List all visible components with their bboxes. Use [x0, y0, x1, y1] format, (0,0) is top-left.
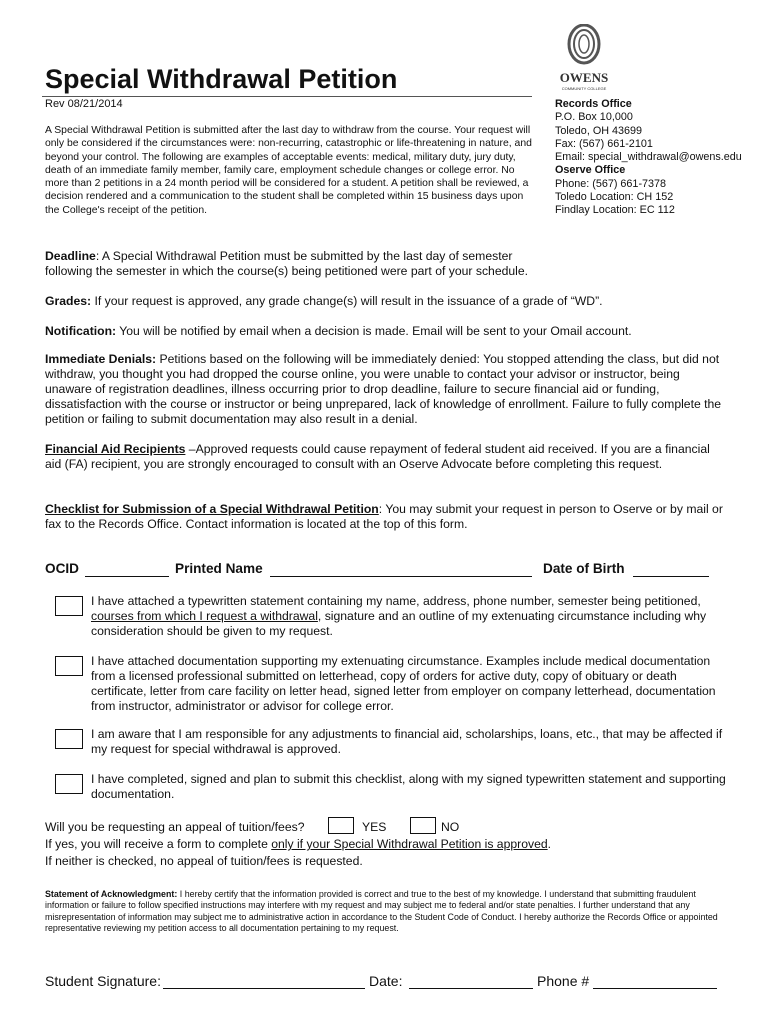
title-divider [42, 96, 532, 97]
records-email: Email: special_withdrawal@owens.edu [555, 151, 742, 164]
checklist-item-3: I am aware that I am responsible for any adjustments to financial aid, scholarships, loans, etc., that may be affected if my request for special withdrawal is approved. [91, 727, 723, 756]
student-signature-label: Student Signature: [45, 973, 161, 989]
deadline-text: : A Special Withdrawal Petition must be submitted by the last day of semester following the semester in which the course(s) being petitioned were part of your schedule. [45, 249, 529, 278]
revision-date: Rev 08/21/2014 [45, 98, 123, 110]
financial-aid-paragraph [45, 442, 725, 472]
records-po-box: P.O. Box 10,000 [555, 111, 633, 124]
grades-text: If your request is approved, any grade change(s) will result in the issuance of a grade of “WD”. [91, 294, 603, 308]
printed-name-field[interactable] [270, 576, 532, 577]
oserve-office-heading: Oserve Office [555, 164, 626, 177]
notification-label: Notification: [45, 324, 117, 338]
appeal-no-checkbox[interactable] [410, 817, 436, 834]
ocid-field[interactable] [85, 576, 169, 577]
immediate-denials-paragraph [45, 352, 725, 427]
appeal-yes-label: YES [362, 820, 387, 834]
checklist-checkbox-4[interactable] [55, 774, 83, 794]
checklist-intro-paragraph [45, 502, 725, 532]
owens-o-logo-icon [553, 24, 615, 96]
finaid-label: Financial Aid Recipients [45, 442, 186, 456]
dob-field[interactable] [633, 576, 709, 577]
checklist-item-2: I have attached documentation supporting my extenuating circumstance. Examples include medical documentation from a licensed professional submitted on letterhead, copy of orders for active duty, copy of obituary or death certificate, letter from care facility on letter head, signed letter from employer on company letterhead, documentation from instructor, administrator or advisor for college error. [91, 654, 716, 713]
page-title: Special Withdrawal Petition [45, 64, 398, 94]
checklist-text: : You may submit your request in person to Oserve or by mail or fax to the Records Office. Contact information is located at the top of this form. [45, 502, 723, 531]
checklist-checkbox-2[interactable] [55, 656, 83, 676]
phone-field[interactable] [593, 988, 717, 989]
appeal-line-2: If yes, you will receive a form to complete only if your Special Withdrawal Petition is approved. [45, 837, 552, 851]
records-fax: Fax: (567) 661-2101 [555, 137, 653, 150]
notification-paragraph [45, 324, 725, 339]
checklist-item-4: I have completed, signed and plan to submit this checklist, along with my signed typewritten statement and supporting documentation. [91, 772, 726, 801]
date-field[interactable] [409, 988, 533, 989]
checklist-label: Checklist for Submission of a Special Withdrawal Petition [45, 502, 379, 516]
grades-paragraph [45, 294, 725, 309]
contact-block [555, 98, 742, 218]
denials-label: Immediate Denials: [45, 352, 157, 366]
oserve-toledo-location: Toledo Location: CH 152 [555, 191, 674, 204]
intro-paragraph: A Special Withdrawal Petition is submitted after the last day to withdraw from the course. Your request will only be considered if the circumstances were: non-recurring, catastrophic or life-threatening in nature, and beyond your control. The following are examples of acceptable events: medical, military duty, jury duty, death of an immediate family member, family care, employment schedule changes or college error. No more than 2 petitions in a 24 month period will be considered for a student. A petition shall be reviewed, a decision rendered and a communication to the student shall be completed within 15 business days upon the College's receipt of the petition. [45, 125, 532, 216]
acknowledgment-label: Statement of Acknowledgment: [45, 889, 178, 899]
student-signature-field[interactable] [163, 988, 365, 989]
appeal-line-3: If neither is checked, no appeal of tuition/fees is requested. [45, 854, 363, 868]
denials-text: Petitions based on the following will be immediately denied: You stopped attending the class, but did not withdraw, you thought you had dropped the course online, you were unable to contact your advisor or instructor, being unaware of registration deadlines, illness occurring prior to drop deadline, failure to secure financial aid or funding, dissatisfaction with the course or instructor or being unprepared, lack of knowledge of enrollment. Failure to fully complete the petition or failing to submit documentation may also result in a denial. [45, 352, 722, 426]
deadline-label: Deadline [45, 249, 96, 263]
appeal-no-label: NO [441, 820, 460, 834]
logo-subtitle: COMMUNITY COLLEGE [561, 86, 607, 91]
deadline-paragraph [45, 249, 545, 279]
checklist-checkbox-1[interactable] [55, 596, 83, 616]
checklist-item-1: I have attached a typewritten statement containing my name, address, phone number, semester being petitioned, courses from which I request a withdrawal, signature and an outline of my extenuating circumstance including why consideration should be given to my request. [91, 594, 707, 638]
dob-label: Date of Birth [543, 561, 625, 576]
logo-wordmark: OWENS [559, 70, 609, 85]
ocid-label: OCID [45, 561, 79, 576]
date-label: Date: [369, 973, 403, 989]
notification-text: You will be notified by email when a decision is made. Email will be sent to your Omail account. [116, 324, 632, 338]
appeal-question: Will you be requesting an appeal of tuition/fees? [45, 820, 305, 834]
appeal-yes-checkbox[interactable] [328, 817, 354, 834]
checklist-checkbox-3[interactable] [55, 729, 83, 749]
owens-logo [553, 24, 615, 96]
oserve-phone: Phone: (567) 661-7378 [555, 177, 667, 190]
records-office-heading: Records Office [555, 98, 632, 110]
oserve-findlay-location: Findlay Location: EC 112 [555, 204, 675, 217]
acknowledgment-text: I hereby certify that the information provided is correct and true to the best of my knowledge. I understand that submitting fraudulent information or failure to follow specified instructions may interfere with my request and may subject me to federal and/or state penalties. I further understand that any misrepresentation of information may subject me to administrative action in accordance to the Student Code of Conduct. I hereby authorize the Records Office or appointed representative reviewing my petition access to all documentation pertaining to my request. [45, 889, 718, 934]
records-city: Toledo, OH 43699 [555, 124, 643, 137]
acknowledgment-statement [45, 889, 725, 935]
finaid-text: –Approved requests could cause repayment of federal student aid received. If you are a financial aid (FA) recipient, you are strongly encouraged to consult with an Oserve Advocate before completing this request. [45, 442, 710, 471]
phone-label: Phone # [537, 973, 590, 989]
grades-label: Grades: [45, 294, 92, 308]
printed-name-label: Printed Name [175, 561, 263, 576]
